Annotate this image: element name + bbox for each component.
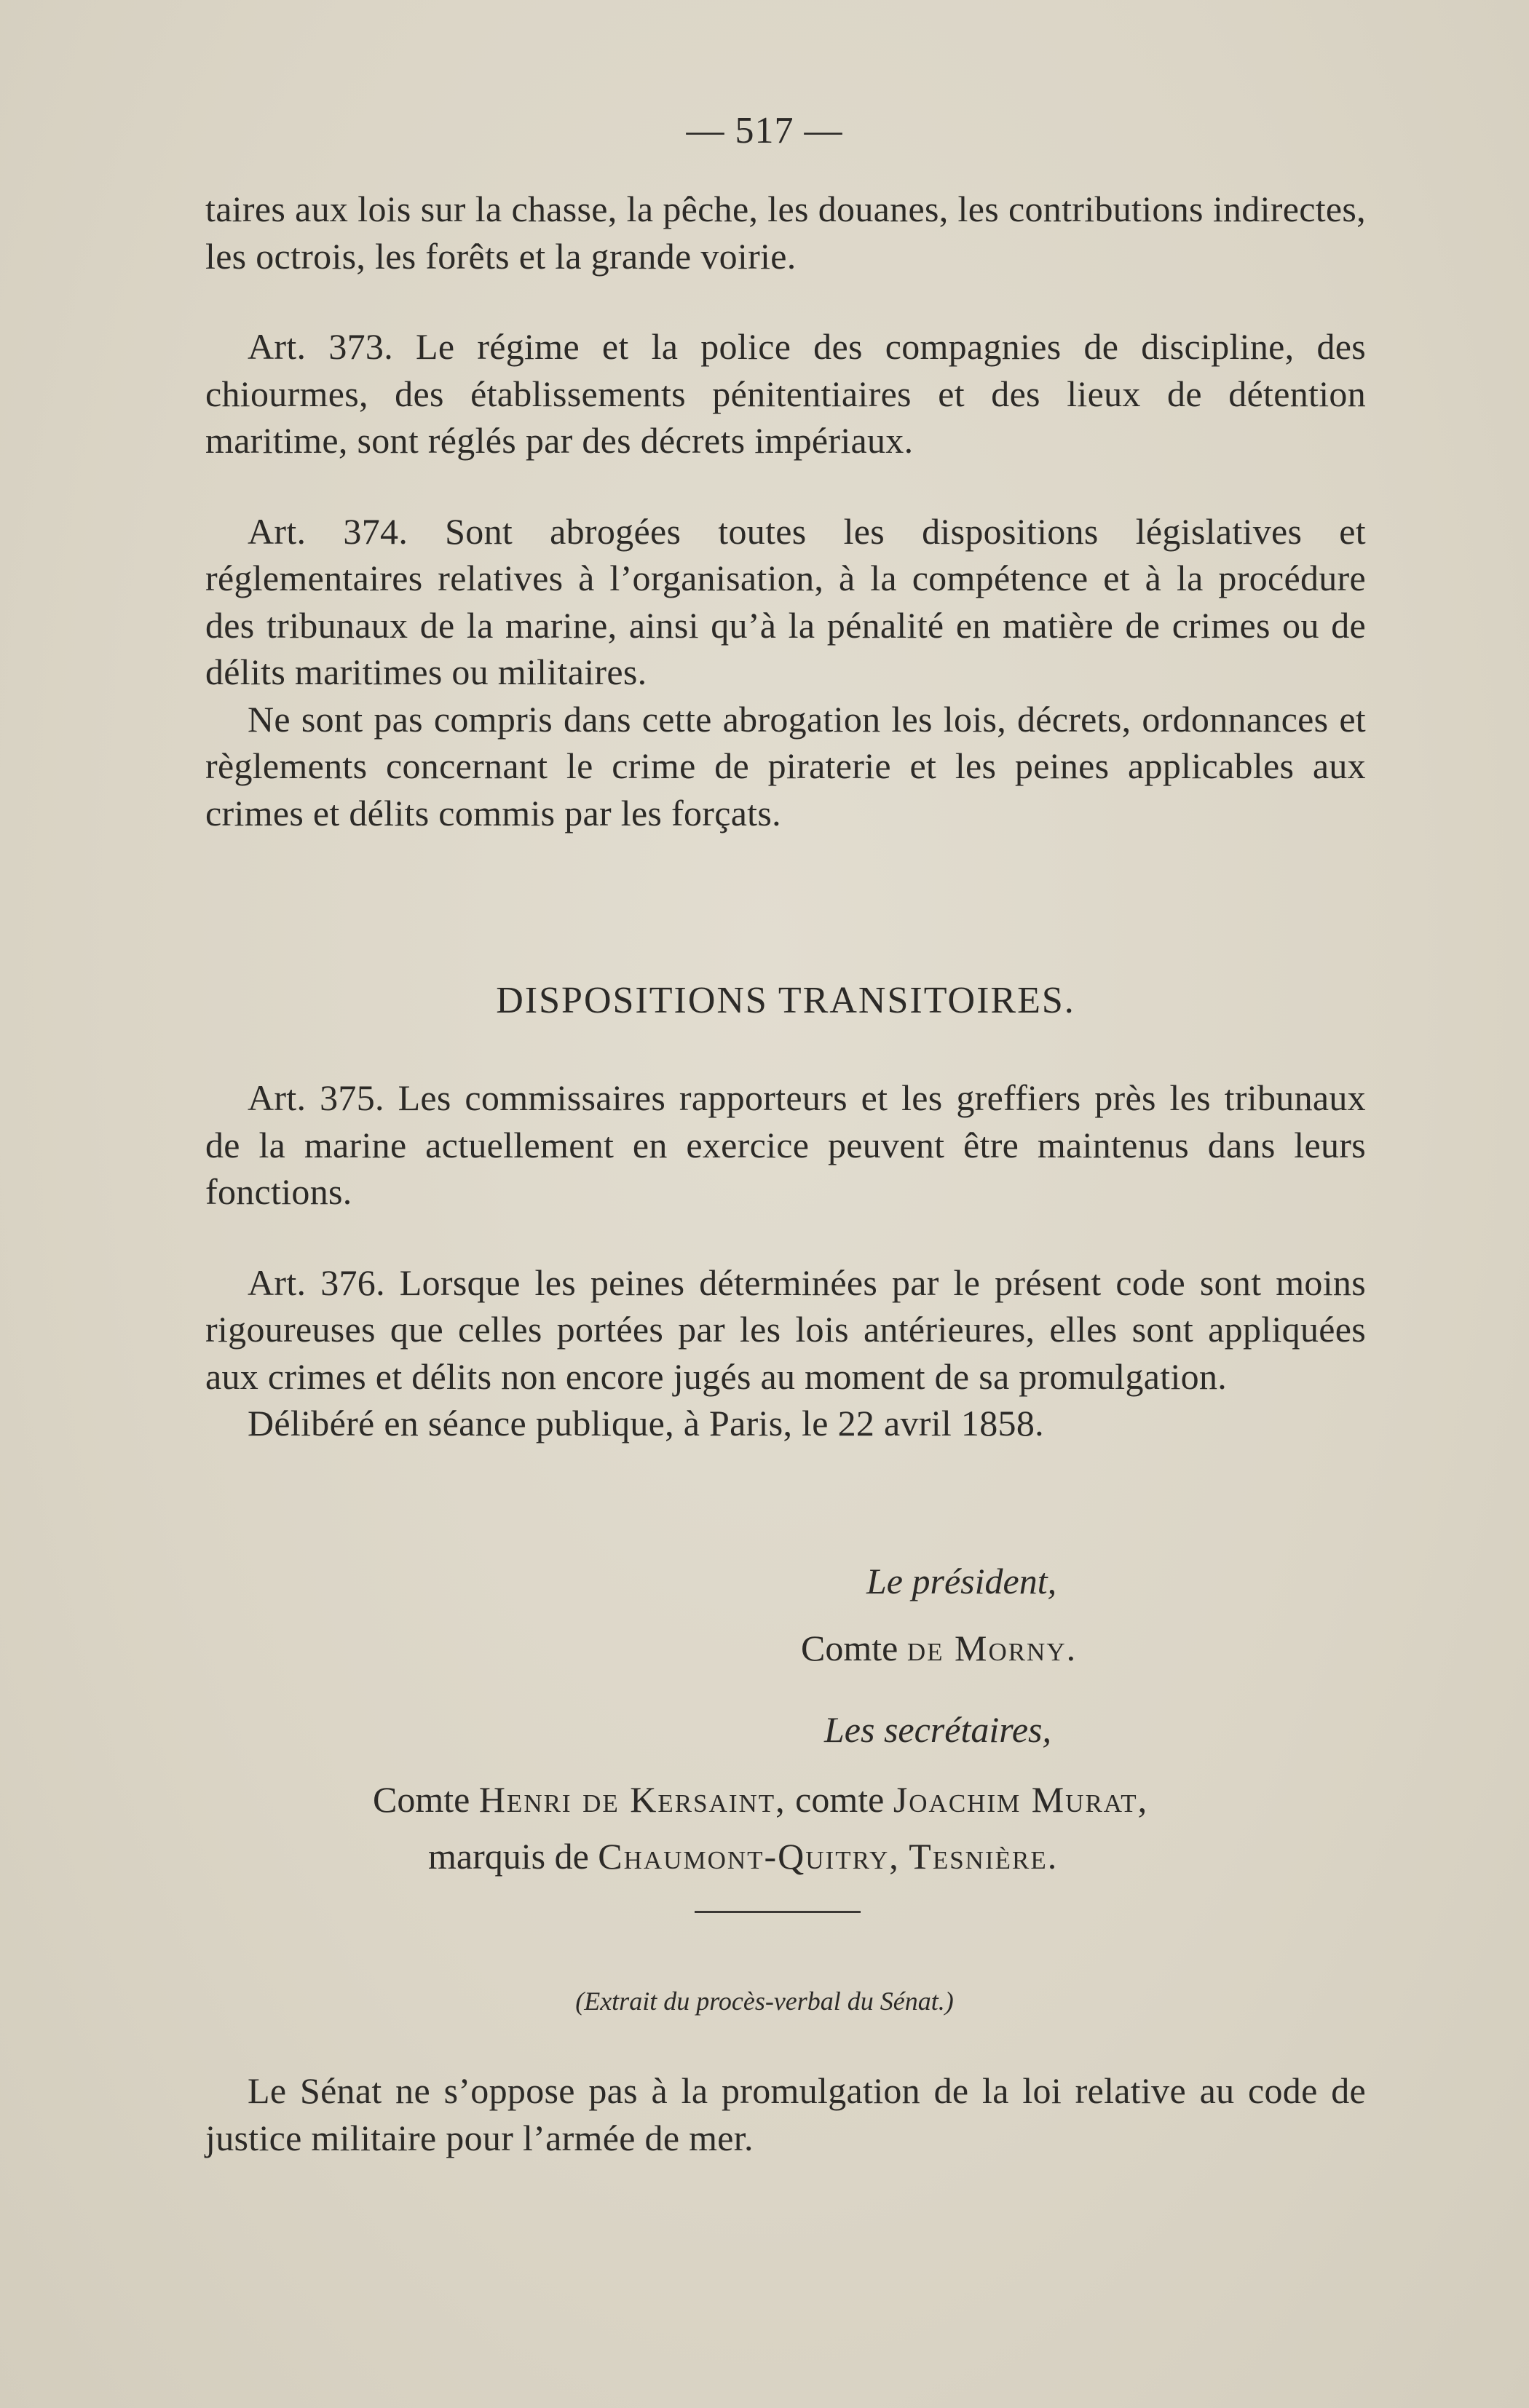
main-text-upper xyxy=(205,186,1366,836)
extract-note: (Extrait du procès-verbal du Sénat.) xyxy=(575,1987,954,2016)
closing-text-block xyxy=(205,2067,1366,2161)
deliberation-line: Délibéré en séance publique, à Paris, le 22 avril 1858. xyxy=(248,1403,1044,1443)
president-name-text: de Morny. xyxy=(906,1628,1078,1668)
secretaries-title: Les secrétaires, xyxy=(824,1709,1051,1750)
president-name-prefix: Comte xyxy=(801,1628,898,1668)
secretary-name-chaumont-quitry: Chaumont-Quitry, xyxy=(598,1836,900,1877)
article-374-continuation: Ne sont pas compris dans cette abrogation les lois, décrets, ordonnances et règlements concernant le crime de piraterie et les peines applicables aux crimes et délits commis par les forçats. xyxy=(205,698,1366,833)
secretary-name-tesniere: Tesnière. xyxy=(909,1836,1059,1877)
secretaries-comte-2: comte xyxy=(795,1779,885,1820)
main-text-lower xyxy=(205,1074,1366,1447)
secretary-name-kersaint: Henri de Kersaint, xyxy=(478,1779,786,1820)
president-name xyxy=(801,1625,1077,1671)
article-376: Art. 376. Lorsque les peines déterminées par le présent code sont moins rigoureuses que celles portées par les lois antérieures, elles sont appliquées aux crimes et délits non encore jugés au moment de sa promulgation. xyxy=(205,1262,1366,1397)
article-375: Art. 375. Les commissaires rapporteurs et les greffiers près les tribunaux de la marine actuellement en exercice peuvent être maintenus dans leurs fonctions. xyxy=(205,1077,1366,1212)
article-373: Art. 373. Le régime et la police des compagnies de discipline, des chiourmes, des établissements pénitentiaires et des lieux de détention maritime, sont réglés par des décrets impériaux. xyxy=(205,326,1366,461)
secretaries-line-1 xyxy=(373,1776,1148,1823)
secretaries-comte-1: Comte xyxy=(373,1779,470,1820)
secretary-name-murat: Joachim Murat, xyxy=(893,1779,1149,1820)
section-heading: DISPOSITIONS TRANSITOIRES. xyxy=(496,980,1075,1021)
intro-paragraph: taires aux lois sur la chasse, la pêche, les douanes, les contributions indirectes, les octrois, les forêts et la grande voirie. xyxy=(205,189,1366,277)
article-374: Art. 374. Sont abrogées toutes les dispositions législatives et réglementaires relatives à l’organisation, à la compétence et à la procédure des tribunaux de la marine, ainsi qu’à la pénalité en matière de crimes ou de délits maritimes ou militaires. xyxy=(205,510,1366,692)
secretaries-line-2 xyxy=(428,1833,1058,1880)
page-number: — 517 — xyxy=(686,110,843,151)
president-title: Le président, xyxy=(866,1561,1057,1601)
closing-paragraph: Le Sénat ne s’oppose pas à la promulgation de la loi relative au code de justice militaire pour l’armée de mer. xyxy=(205,2070,1366,2158)
divider-rule xyxy=(695,1911,861,1913)
secretaries-marquis: marquis de xyxy=(428,1836,589,1877)
